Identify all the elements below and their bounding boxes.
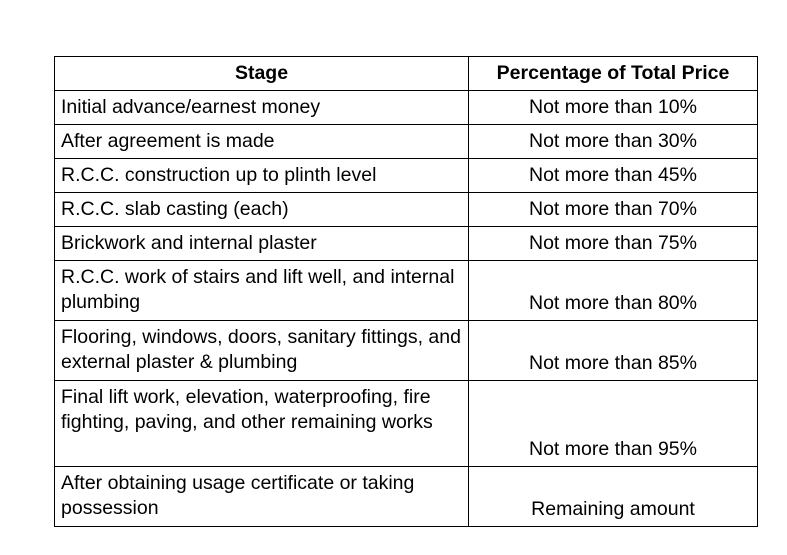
table-row [55,91,758,125]
stage-cell: After obtaining usage certificate or taking possession [55,467,469,527]
percentage-cell: Remaining amount [469,467,758,527]
table-row [55,381,758,467]
percentage-cell: Not more than 45% [469,159,758,193]
table-row [55,321,758,381]
percentage-cell: Not more than 75% [469,227,758,261]
table-header-row [55,57,758,91]
header-stage: Stage [55,57,469,91]
stage-cell: R.C.C. work of stairs and lift well, and internal plumbing [55,261,469,321]
stage-cell: Final lift work, elevation, waterproofing, fire fighting, paving, and other remaining works [55,381,469,467]
payment-schedule-table-container [54,56,758,527]
header-percentage: Percentage of Total Price [469,57,758,91]
table-row [55,227,758,261]
percentage-cell: Not more than 30% [469,125,758,159]
table-row [55,193,758,227]
stage-cell: Flooring, windows, doors, sanitary fittings, and external plaster & plumbing [55,321,469,381]
percentage-cell: Not more than 95% [469,381,758,467]
stage-cell: R.C.C. construction up to plinth level [55,159,469,193]
stage-cell: R.C.C. slab casting (each) [55,193,469,227]
percentage-cell: Not more than 85% [469,321,758,381]
percentage-cell: Not more than 10% [469,91,758,125]
stage-cell: After agreement is made [55,125,469,159]
table-row [55,467,758,527]
stage-cell: Initial advance/earnest money [55,91,469,125]
percentage-cell: Not more than 70% [469,193,758,227]
table-row [55,261,758,321]
table-row [55,159,758,193]
percentage-cell: Not more than 80% [469,261,758,321]
table-row [55,125,758,159]
payment-schedule-table [54,56,758,527]
stage-cell: Brickwork and internal plaster [55,227,469,261]
